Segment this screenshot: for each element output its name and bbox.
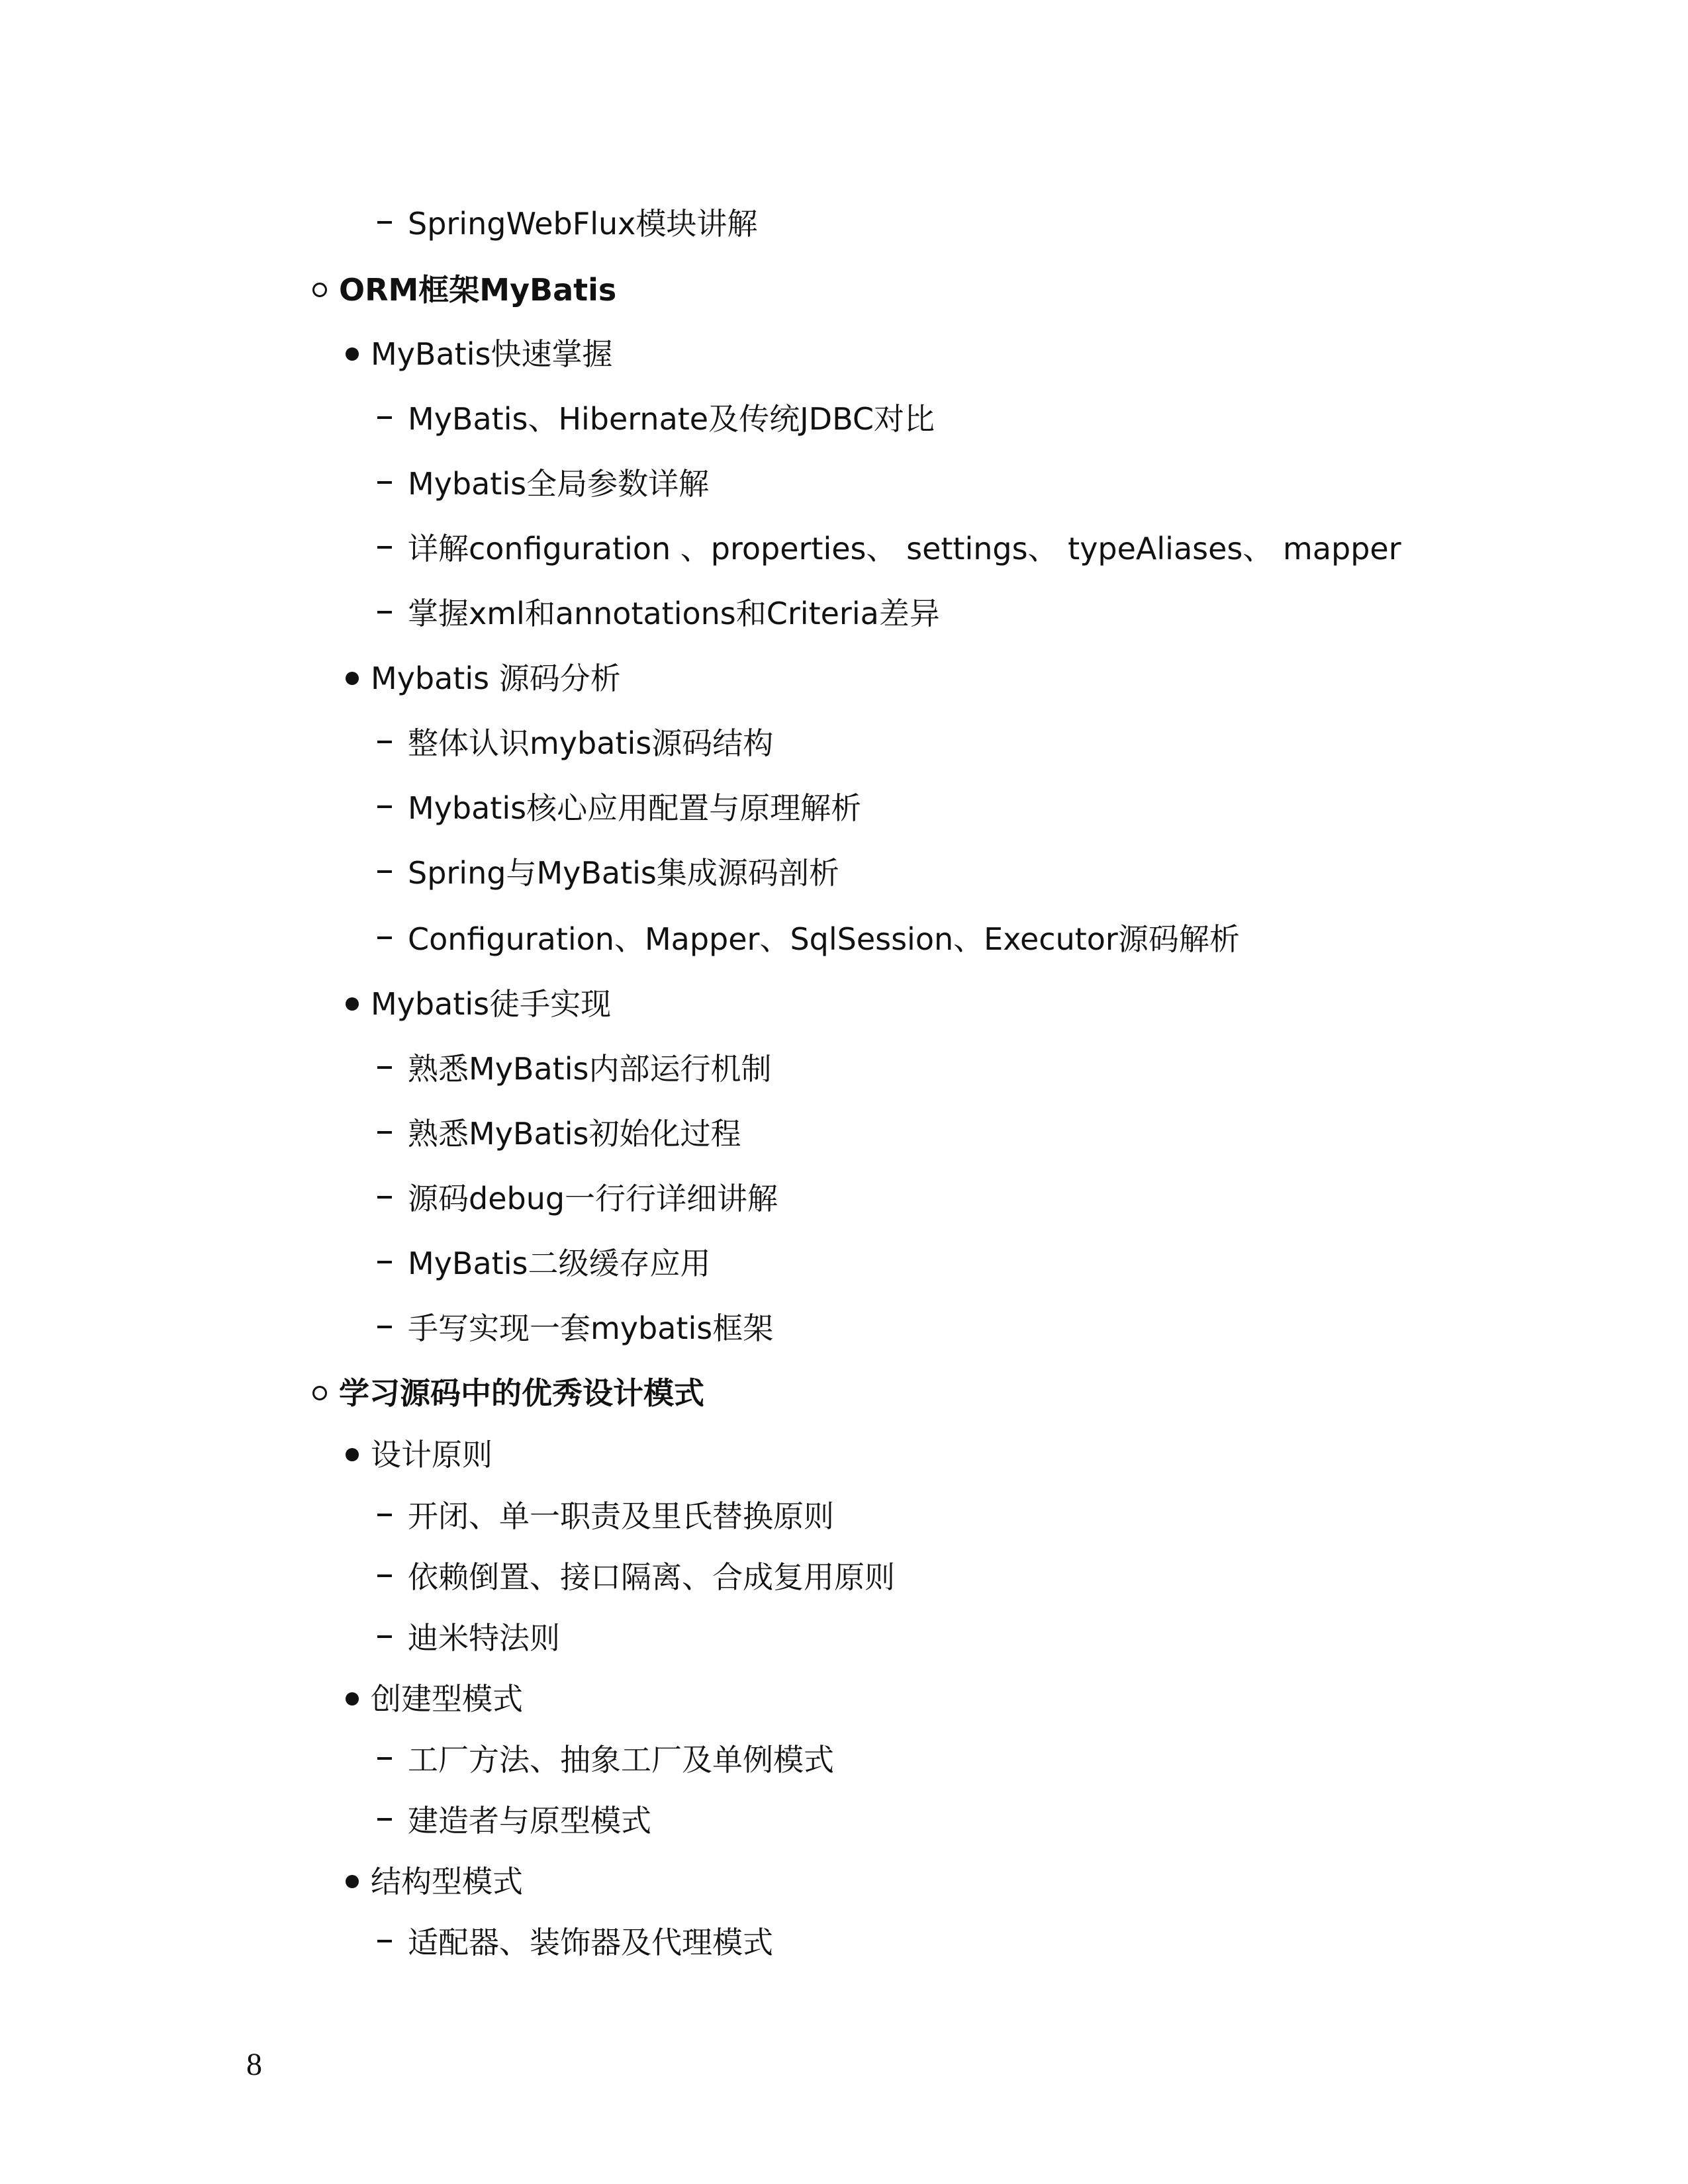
outline-item: Configuration、Mapper、SqlSession、Executor源码解析 — [377, 919, 1240, 959]
outline-item: 适配器、装饰器及代理模式 — [377, 1923, 773, 1962]
outline-item: 依赖倒置、接口隔离、合成复用原则 — [377, 1557, 895, 1597]
dash-bullet-icon — [377, 1131, 392, 1134]
outline-item: 详解configuration 、properties、 settings、 typeAliases、 mapper — [377, 529, 1401, 569]
outline-item: 开闭、单一职责及里氏替换原则 — [377, 1496, 834, 1536]
outline-item: Mybatis核心应用配置与原理解析 — [377, 788, 861, 828]
outline-heading: ORM框架MyBatis — [312, 270, 616, 310]
circle-bullet-icon — [312, 283, 327, 297]
outline-item: 掌握xml和annotations和Criteria差异 — [377, 594, 940, 633]
outline-heading: 学习源码中的优秀设计模式 — [312, 1373, 704, 1413]
dash-bullet-icon — [377, 741, 392, 743]
outline-subheading: 创建型模式 — [346, 1679, 523, 1719]
dash-bullet-icon — [377, 870, 392, 873]
outline-item: SpringWebFlux模块讲解 — [377, 204, 757, 244]
outline-item: 熟悉MyBatis内部运行机制 — [377, 1049, 771, 1089]
dot-bullet-icon — [346, 347, 359, 361]
outline-item: 整体认识mybatis源码结构 — [377, 723, 773, 763]
outline-subheading: 结构型模式 — [346, 1862, 523, 1901]
dash-bullet-icon — [377, 805, 392, 808]
dot-bullet-icon — [346, 1692, 359, 1706]
outline-item: MyBatis二级缓存应用 — [377, 1244, 710, 1283]
outline-item: 迪米特法则 — [377, 1618, 560, 1658]
dash-bullet-icon — [377, 1066, 392, 1069]
dash-bullet-icon — [377, 1574, 392, 1577]
dash-bullet-icon — [377, 221, 392, 224]
outline-subheading: Mybatis 源码分析 — [346, 659, 621, 698]
dot-bullet-icon — [346, 1448, 359, 1461]
dot-bullet-icon — [346, 672, 359, 685]
outline-item: 工厂方法、抽象工厂及单例模式 — [377, 1740, 834, 1780]
dash-bullet-icon — [377, 1818, 392, 1821]
outline-item: MyBatis、Hibernate及传统JDBC对比 — [377, 399, 935, 439]
outline-item: 建造者与原型模式 — [377, 1801, 651, 1841]
outline-subheading: 设计原则 — [346, 1435, 492, 1475]
dash-bullet-icon — [377, 936, 392, 939]
outline-item: 源码debug一行行详细讲解 — [377, 1179, 778, 1218]
outline-item: Mybatis全局参数详解 — [377, 464, 709, 504]
dash-bullet-icon — [377, 1326, 392, 1328]
dash-bullet-icon — [377, 1635, 392, 1638]
dash-bullet-icon — [377, 1196, 392, 1199]
page-number: 8 — [246, 2047, 262, 2082]
dot-bullet-icon — [346, 997, 359, 1011]
dash-bullet-icon — [377, 1757, 392, 1760]
dash-bullet-icon — [377, 416, 392, 419]
dash-bullet-icon — [377, 1940, 392, 1942]
dash-bullet-icon — [377, 1514, 392, 1516]
dash-bullet-icon — [377, 1261, 392, 1263]
dash-bullet-icon — [377, 481, 392, 484]
outline-subheading: MyBatis快速掌握 — [346, 334, 612, 374]
dash-bullet-icon — [377, 611, 392, 614]
outline-item: Spring与MyBatis集成源码剖析 — [377, 853, 839, 893]
circle-bullet-icon — [312, 1386, 327, 1400]
outline-subheading: Mybatis徒手实现 — [346, 984, 611, 1024]
outline-item: 手写实现一套mybatis框架 — [377, 1308, 773, 1348]
dash-bullet-icon — [377, 546, 392, 549]
dot-bullet-icon — [346, 1875, 359, 1888]
outline-item: 熟悉MyBatis初始化过程 — [377, 1114, 741, 1154]
